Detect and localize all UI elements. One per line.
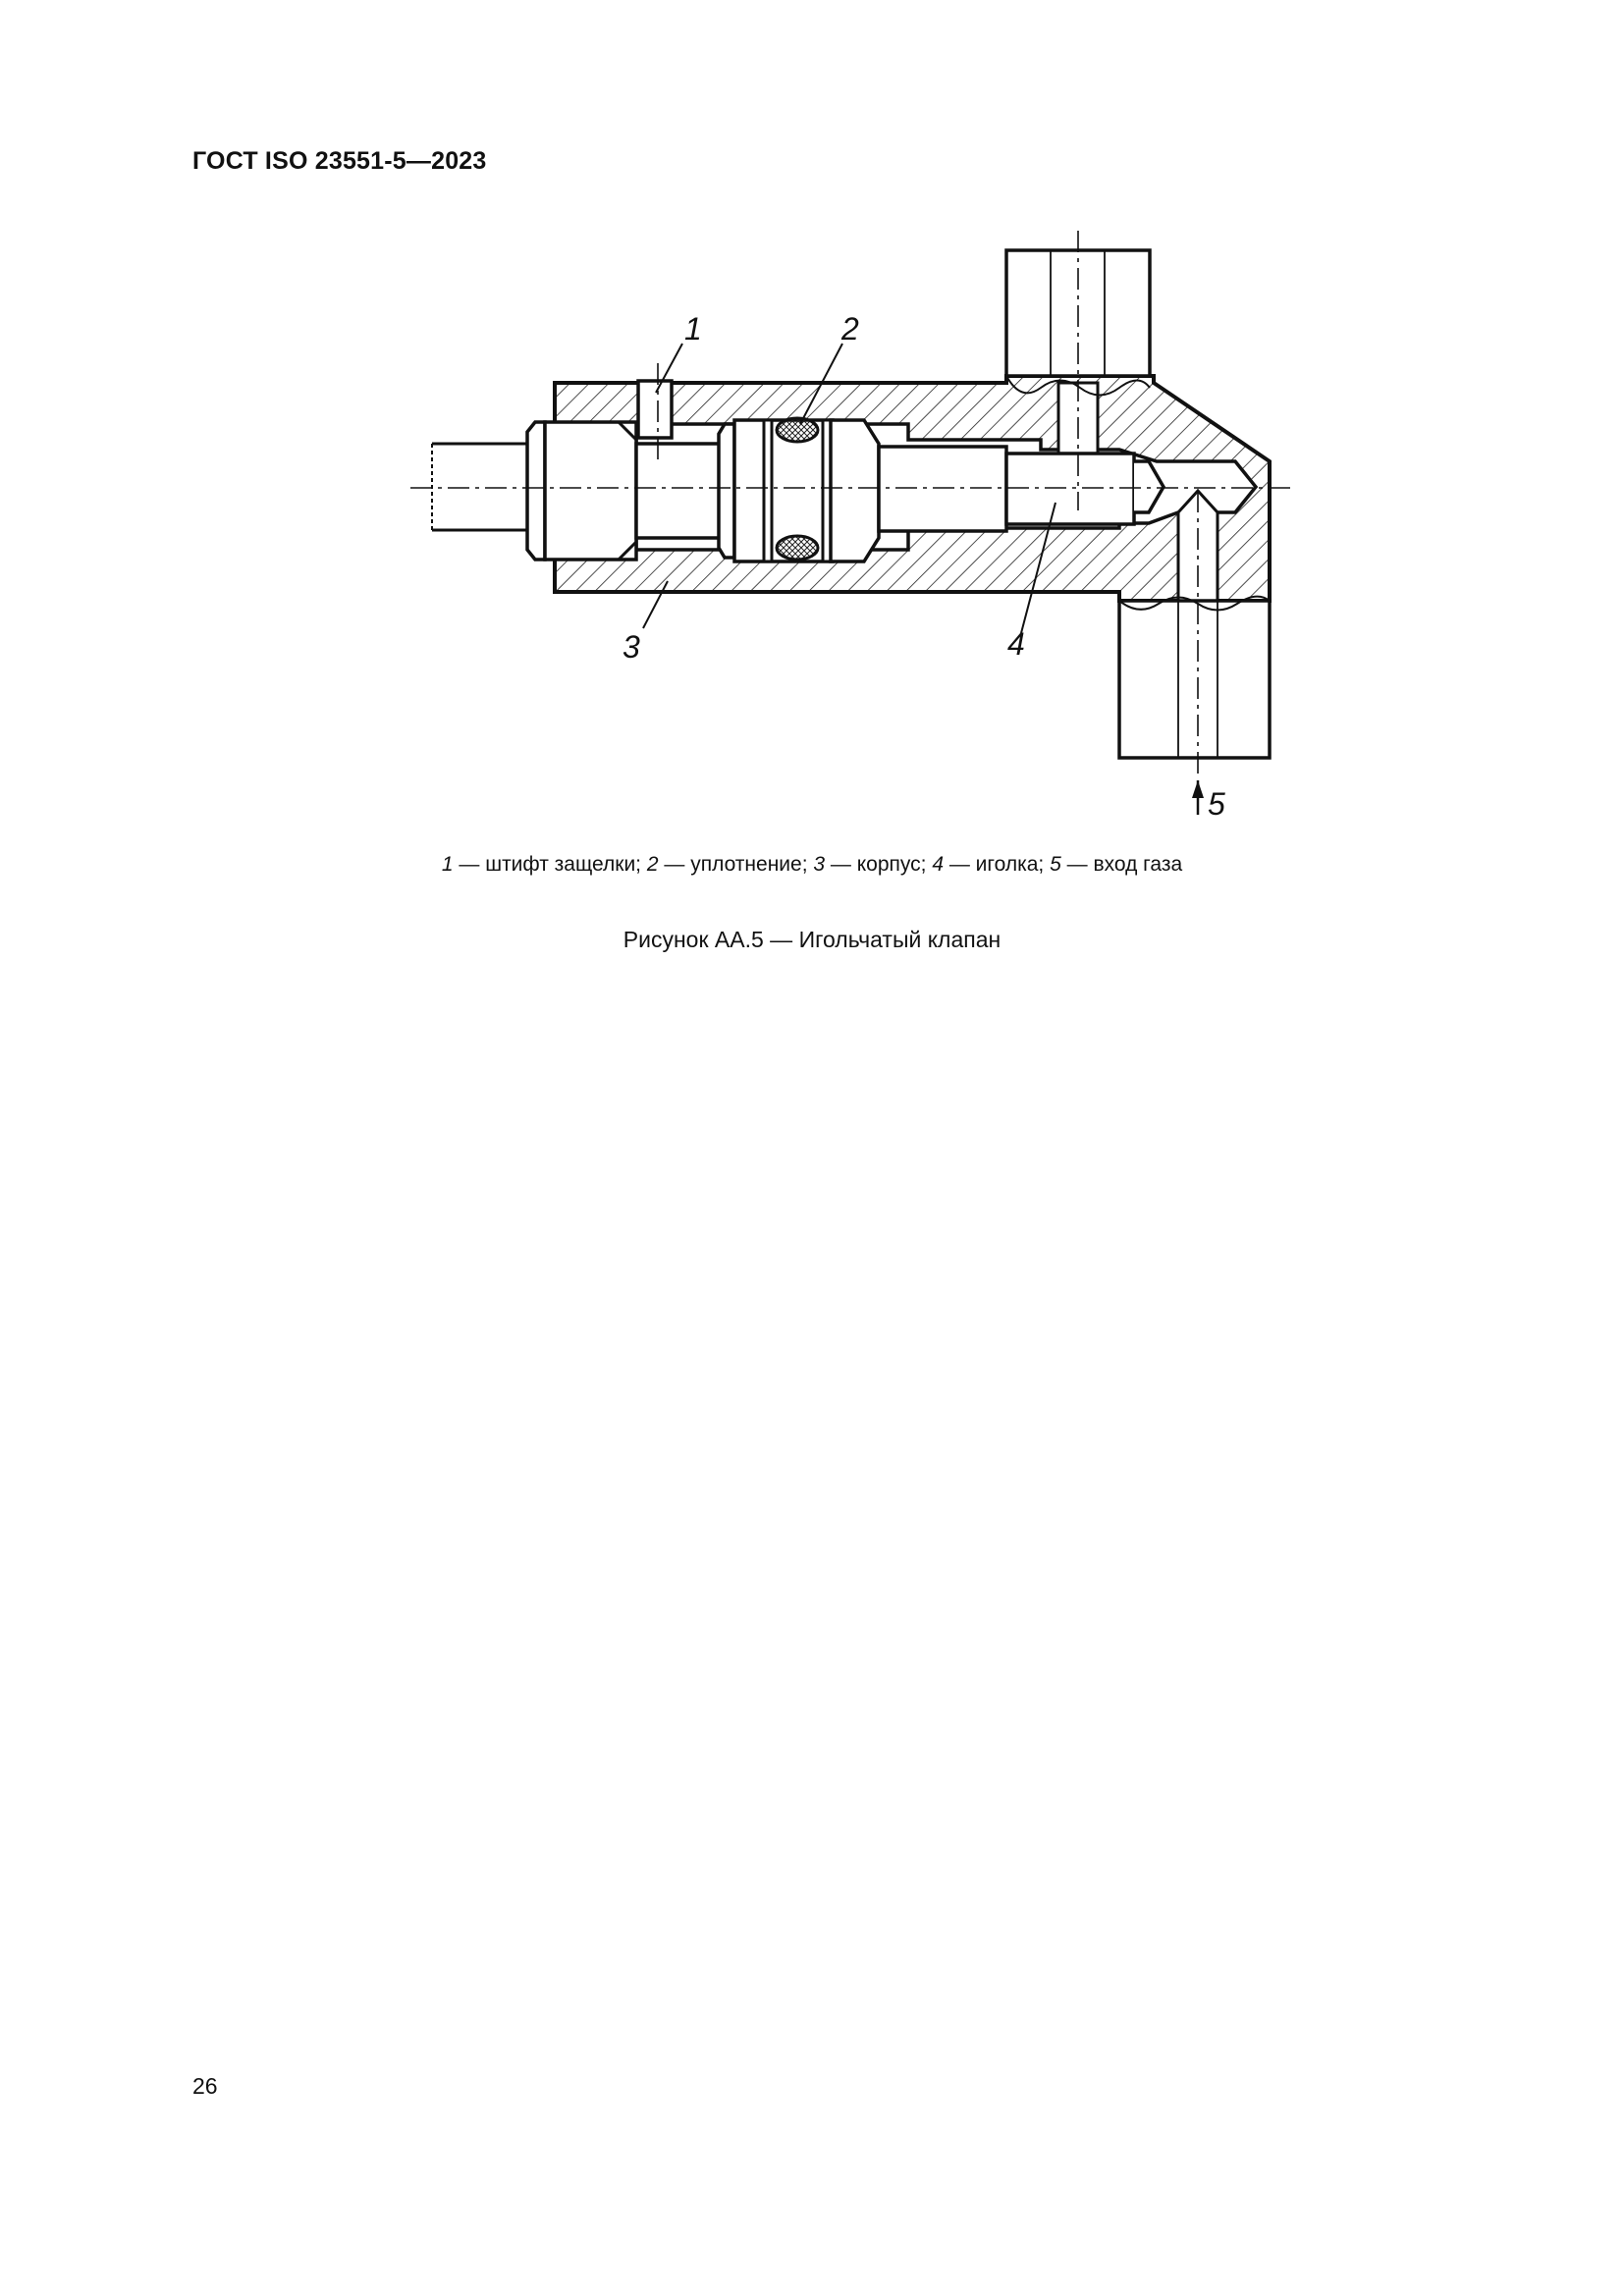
needle-valve-drawing — [0, 0, 1624, 864]
callout-5: 5 — [1208, 786, 1225, 822]
gas-inlet-arrow — [1192, 780, 1204, 815]
page-number: 26 — [192, 2073, 218, 2099]
legend-text-5: — вход газа — [1060, 853, 1183, 876]
callout-1: 1 — [684, 311, 702, 347]
figure-legend — [0, 853, 1624, 877]
legend-num-4: 4 — [932, 853, 945, 876]
legend-num-2: 2 — [646, 853, 659, 876]
figure-caption: Рисунок АА.5 — Игольчатый клапан — [623, 927, 1001, 952]
legend-text-4: — иголка; — [944, 853, 1051, 876]
legend-num-5: 5 — [1050, 853, 1061, 876]
legend-num-3: 3 — [813, 853, 826, 876]
latch-pin — [638, 381, 672, 438]
document-header: ГОСТ ISO 23551-5—2023 — [192, 147, 487, 175]
legend-text-1: — штифт защелки; — [453, 853, 647, 876]
legend-text-3: — корпус; — [825, 853, 933, 876]
shaft — [432, 422, 636, 560]
callout-2: 2 — [841, 311, 859, 347]
legend-num-1: 1 — [441, 853, 454, 876]
callout-4: 4 — [1007, 626, 1025, 662]
bottom-fitting — [1119, 597, 1270, 758]
legend-text-2: — уплотнение; — [658, 853, 814, 876]
callout-3: 3 — [623, 629, 640, 665]
